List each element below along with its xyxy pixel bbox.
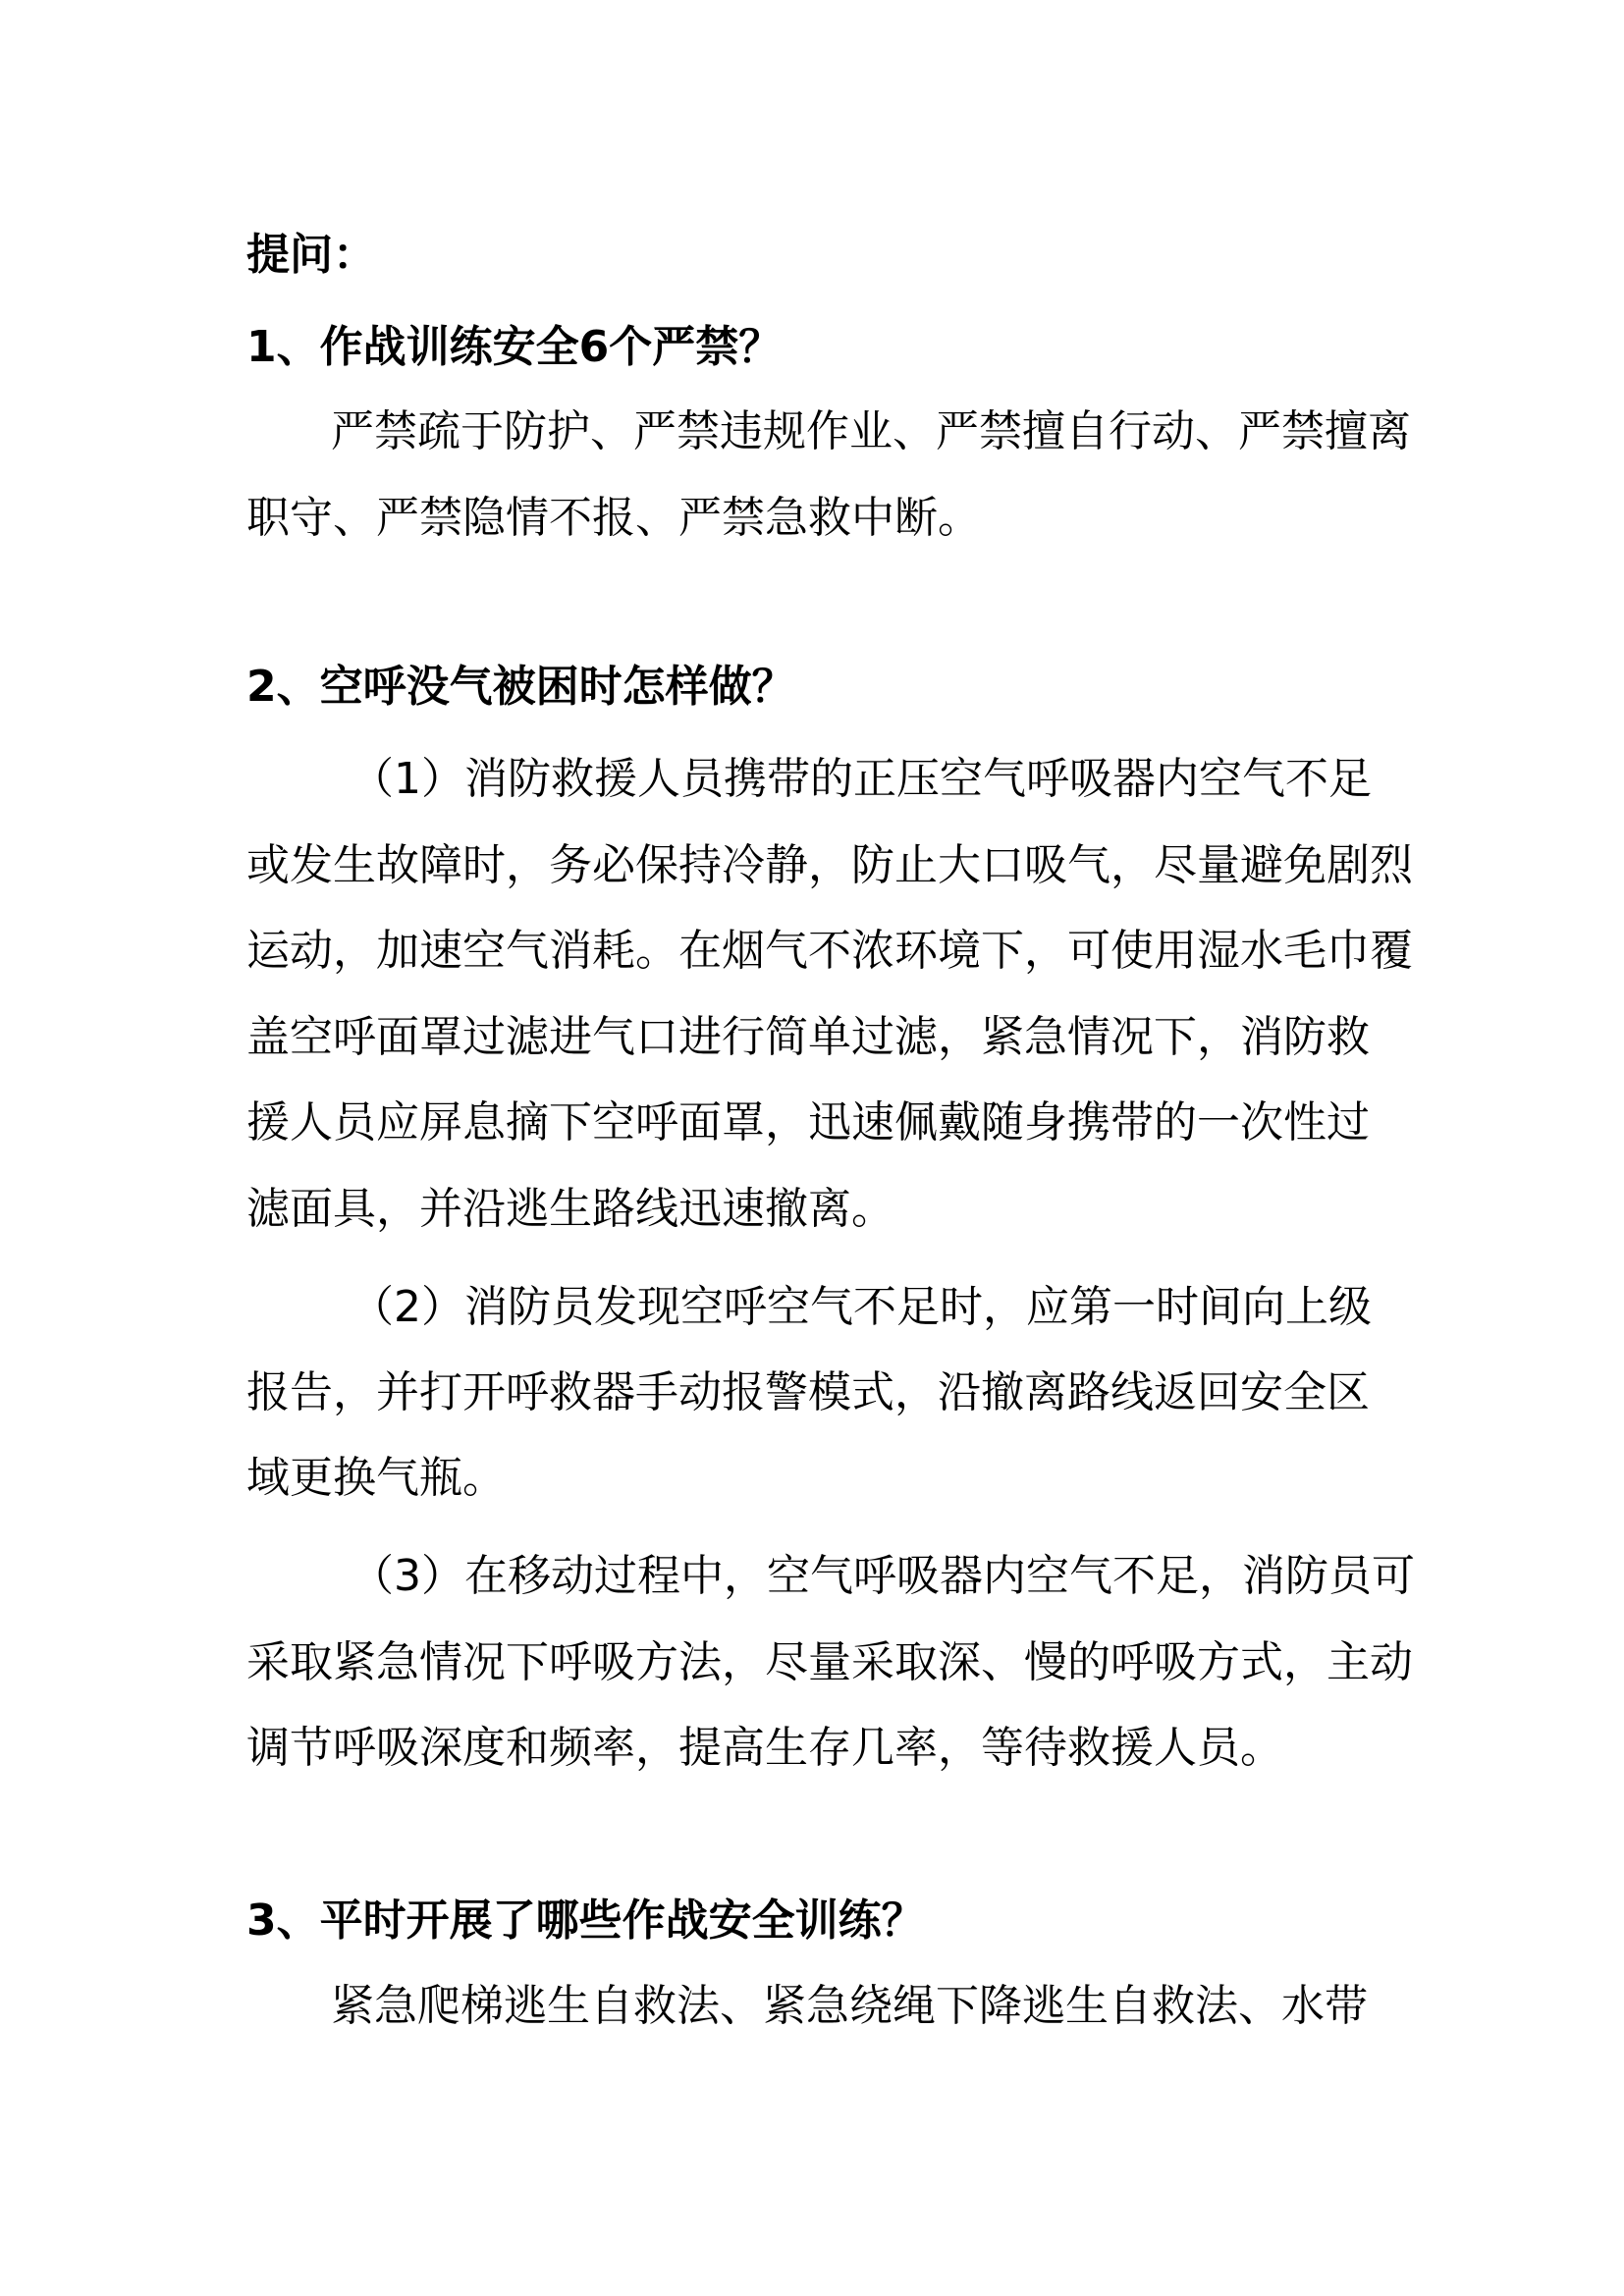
section-2-item-1-line-6: 滤面具，并沿逃生路线迅速撤离。 [246, 1184, 894, 1234]
section-2-item-3-line-1: （3）在移动过程中，空气呼吸器内空气不足，消防员可 [351, 1551, 1415, 1601]
section-2-item-1-line-3: 运动，加速空气消耗。在烟气不浓环境下，可使用湿水毛巾覆 [246, 926, 1413, 976]
section-3-line-1: 紧急爬梯逃生自救法、紧急绕绳下降逃生自救法、水带 [331, 1981, 1368, 2031]
section-2-item-2-line-2: 报告，并打开呼救器手动报警模式，沿撤离路线返回安全区 [246, 1367, 1370, 1417]
section-2-item-1-line-2: 或发生故障时，务必保持冷静，防止大口吸气，尽量避免剧烈 [246, 840, 1413, 890]
section-1-line-1: 严禁疏于防护、严禁违规作业、严禁擅自行动、严禁擅离 [331, 406, 1411, 456]
section-2-item-3-line-3: 调节呼吸深度和频率，提高生存几率，等待救援人员。 [246, 1723, 1283, 1773]
section-2-item-1-line-5: 援人员应屏息摘下空呼面罩，迅速佩戴随身携带的一次性过 [246, 1097, 1370, 1148]
section-2-title: 2、空呼没气被困时怎样做？ [246, 662, 795, 712]
section-2-item-3-line-2: 采取紧急情况下呼吸方法，尽量采取深、慢的呼吸方式，主动 [246, 1637, 1413, 1687]
doc-heading: 提问： [246, 230, 376, 280]
section-2-item-2-line-1: （2）消防员发现空呼空气不足时，应第一时间向上级 [351, 1282, 1372, 1332]
section-2-item-1-line-4: 盖空呼面罩过滤进气口进行简单过滤，紧急情况下，消防救 [246, 1012, 1370, 1062]
section-1-title: 1、作战训练安全6个严禁？ [246, 322, 783, 372]
section-2-item-2-line-3: 域更换气瓶。 [246, 1453, 506, 1503]
section-1-line-2: 职守、严禁隐情不报、严禁急救中断。 [246, 493, 981, 543]
section-2-item-1-line-1: （1）消防救援人员携带的正压空气呼吸器内空气不足 [351, 754, 1372, 804]
section-3-title: 3、平时开展了哪些作战安全训练？ [246, 1896, 925, 1946]
